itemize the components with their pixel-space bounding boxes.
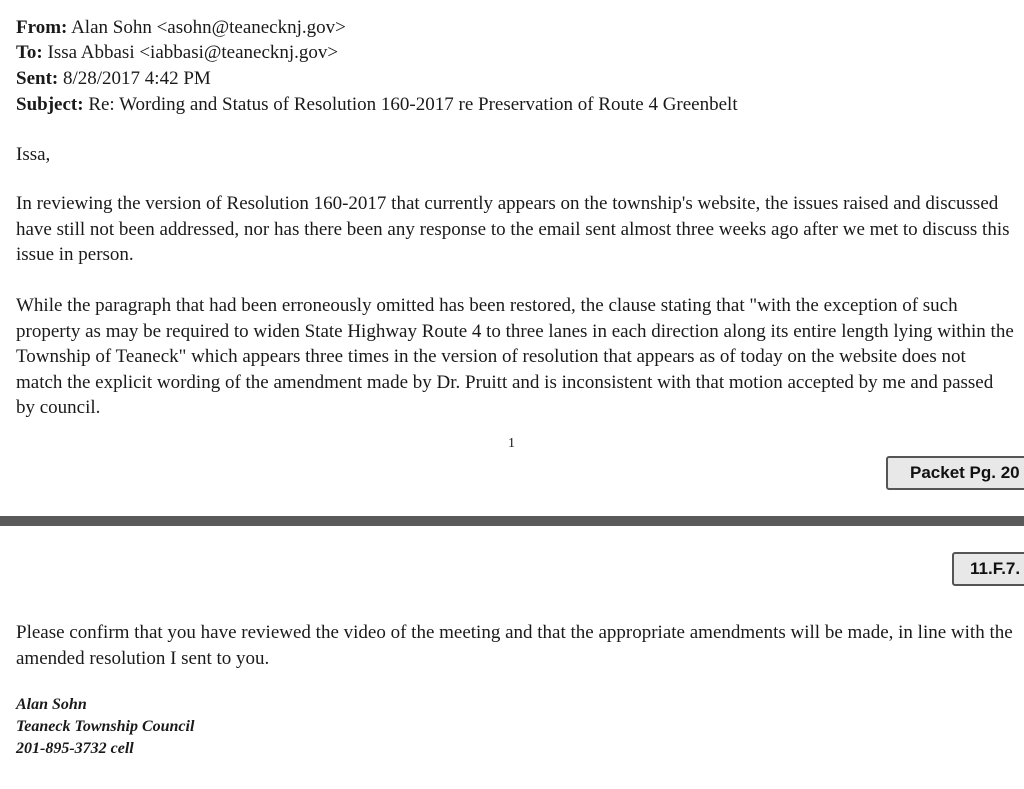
paragraph-1: In reviewing the version of Resolution 160-2017 that currently appears on the township's website, the issues raised and discussed have still not been addressed, nor has there been any response to the email sent almost three weeks ago after we met to discuss this issue in person. — [16, 193, 1010, 265]
from-value: Alan Sohn <asohn@teanecknj.gov> — [71, 17, 346, 38]
signature-name: Alan Sohn — [16, 696, 87, 713]
page-divider — [0, 516, 1024, 526]
sent-label: Sent: — [16, 68, 59, 89]
paragraph-2: While the paragraph that had been erroneously omitted has been restored, the clause stating that "with the exception of such property as may be required to widen State Highway Route 4 to three lanes in each direction along its entire length lying within the Township of Teaneck" which appears three times in the version of resolution that appears as of today on the website does not match the explicit wording of the amendment made by Dr. Pruitt and is inconsistent with that motion accepted by me and passed by council. — [16, 295, 1014, 418]
to-line — [16, 41, 338, 65]
sent-value: 8/28/2017 4:42 PM — [62, 68, 211, 89]
sent-line — [16, 67, 211, 91]
subject-line — [16, 93, 738, 117]
to-value: Issa Abbasi <iabbasi@teanecknj.gov> — [47, 42, 339, 63]
from-line — [16, 16, 346, 40]
subject-label: Subject: — [16, 94, 84, 115]
packet-page-badge: Packet Pg. 20 — [886, 456, 1024, 490]
greeting: Issa, — [16, 144, 51, 165]
from-label: From: — [16, 17, 68, 38]
section-badge: 11.F.7. — [952, 552, 1024, 586]
signature-title: Teaneck Township Council — [16, 718, 195, 735]
to-label: To: — [16, 42, 43, 63]
signature-block — [16, 694, 194, 760]
paragraph-3: Please confirm that you have reviewed the video of the meeting and that the appropriate amendments will be made, in line with the amended resolution I sent to you. — [16, 622, 1013, 669]
subject-value: Re: Wording and Status of Resolution 160-2017 re Preservation of Route 4 Greenbelt — [88, 94, 738, 115]
signature-phone: 201-895-3732 cell — [16, 740, 134, 757]
page-number: 1 — [508, 436, 515, 451]
